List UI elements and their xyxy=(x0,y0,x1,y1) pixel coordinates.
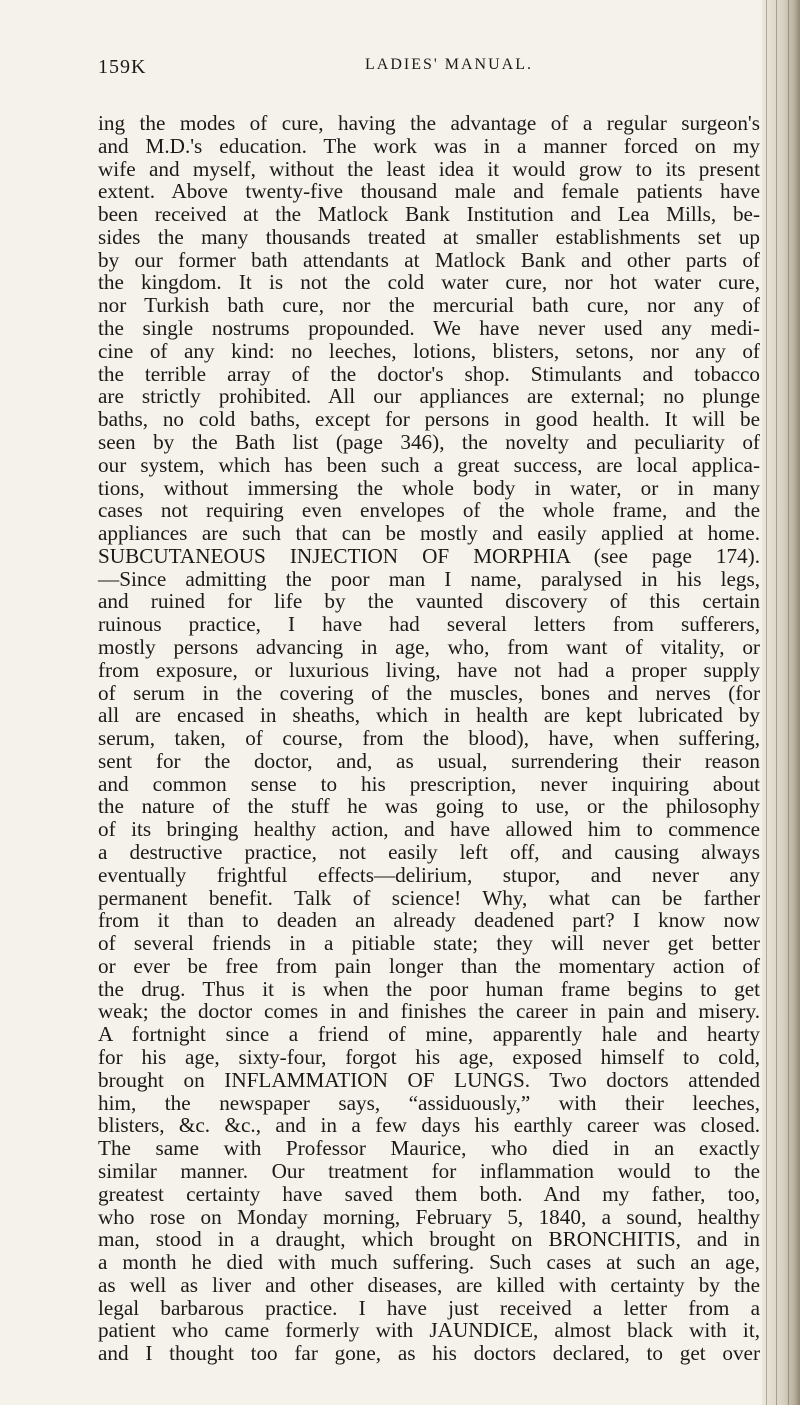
text-line: eventually frightful effects—delirium, stupor, and never any xyxy=(98,862,760,887)
text-line: the single nostrums propounded. We have never used any medi- xyxy=(98,316,760,341)
text-line: of several friends in a pitiable state; they will never get better xyxy=(98,931,760,956)
text-line: for his age, sixty-four, forgot his age, exposed himself to cold, xyxy=(98,1045,760,1070)
text-line: appliances are such that can be mostly and easily applied at home. xyxy=(98,521,760,546)
text-line: from exposure, or luxurious living, have not had a proper supply xyxy=(98,657,760,682)
text-line: and common sense to his prescription, never inquiring about xyxy=(98,771,760,796)
text-line: brought on INFLAMMATION OF LUNGS. Two doctors attended xyxy=(98,1067,760,1092)
text-line: man, stood in a draught, which brought on BRONCHITIS, and in xyxy=(98,1227,760,1252)
text-line: nor Turkish bath cure, nor the mercurial bath cure, nor any of xyxy=(98,293,760,318)
text-line: are strictly prohibited. All our appliances are external; no plunge xyxy=(98,384,760,409)
text-line: the drug. Thus it is when the poor human frame begins to get xyxy=(98,976,760,1001)
text-line: wife and myself, without the least idea it would grow to its present xyxy=(98,156,760,181)
gutter-edge-line xyxy=(788,0,789,1405)
text-line: mostly persons advancing in age, who, from want of vitality, or xyxy=(98,634,760,659)
text-line: the terrible array of the doctor's shop. Stimulants and tobacco xyxy=(98,361,760,386)
text-line: sides the many thousands treated at smaller establishments set up xyxy=(98,224,760,249)
text-line: and ruined for life by the vaunted discovery of this certain xyxy=(98,589,760,614)
text-line: the kingdom. It is not the cold water cure, nor hot water cure, xyxy=(98,270,760,295)
text-line: of its bringing healthy action, and have allowed him to commence xyxy=(98,817,760,842)
text-line: legal barbarous practice. I have just received a letter from a xyxy=(98,1295,760,1320)
text-line: who rose on Monday morning, February 5, 1840, a sound, healthy xyxy=(98,1204,760,1229)
text-line: A fortnight since a friend of mine, apparently hale and hearty xyxy=(98,1022,760,1047)
text-line: seen by the Bath list (page 346), the novelty and peculiarity of xyxy=(98,429,760,454)
text-line: ing the modes of cure, having the advantage of a regular surgeon's xyxy=(98,111,760,135)
running-head: LADIES' MANUAL. xyxy=(365,56,533,73)
text-line: and I thought too far gone, as his doctors declared, to get over xyxy=(98,1341,760,1366)
text-line: all are encased in sheaths, which in health are kept lubricated by xyxy=(98,703,760,728)
text-line: The same with Professor Maurice, who died in an exactly xyxy=(98,1136,760,1161)
text-line: serum, taken, of course, from the blood), have, when suffering, xyxy=(98,726,760,751)
text-line: cases not requiring even envelopes of the whole frame, and the xyxy=(98,498,760,523)
text-line: weak; the doctor comes in and finishes the career in pain and misery. xyxy=(98,999,760,1024)
text-line: extent. Above twenty-five thousand male and female patients have xyxy=(98,179,760,204)
text-line: by our former bath attendants at Matlock Bank and other parts of xyxy=(98,247,760,272)
body-text xyxy=(98,112,760,1365)
text-line: SUBCUTANEOUS INJECTION OF MORPHIA (see page 174). xyxy=(98,543,760,568)
text-line: the nature of the stuff he was going to use, or the philosophy xyxy=(98,794,760,819)
text-line: from it than to deaden an already deadened part? I know now xyxy=(98,908,760,933)
text-line: —Since admitting the poor man I name, paralysed in his legs, xyxy=(98,566,760,591)
text-line: patient who came formerly with JAUNDICE, almost black with it, xyxy=(98,1318,760,1343)
text-line: permanent benefit. Talk of science! Why, what can be farther xyxy=(98,885,760,910)
text-line: blisters, &c. &c., and in a few days his earthly career was closed. xyxy=(98,1113,760,1138)
text-line: and M.D.'s education. The work was in a manner forced on my xyxy=(98,133,760,158)
text-line: sent for the doctor, and, as usual, surrendering their reason xyxy=(98,748,760,773)
text-line: baths, no cold baths, except for persons in good health. It will be xyxy=(98,407,760,432)
text-line: similar manner. Our treatment for inflammation would to the xyxy=(98,1158,760,1183)
text-line: cine of any kind: no leeches, lotions, blisters, setons, nor any of xyxy=(98,338,760,363)
page-header xyxy=(98,56,760,86)
text-line: tions, without immersing the whole body in water, or in many xyxy=(98,475,760,500)
gutter-edge-line xyxy=(776,0,777,1405)
text-line: greatest certainty have saved them both. And my father, too, xyxy=(98,1181,760,1206)
text-line: been received at the Matlock Bank Institution and Lea Mills, be- xyxy=(98,202,760,227)
gutter-edge-line xyxy=(766,0,767,1405)
text-line: him, the newspaper says, “assiduously,” with their leeches, xyxy=(98,1090,760,1115)
text-line: or ever be free from pain longer than the momentary action of xyxy=(98,953,760,978)
text-line: a month he died with much suffering. Such cases at such an age, xyxy=(98,1250,760,1275)
text-line: of serum in the covering of the muscles, bones and nerves (for xyxy=(98,680,760,705)
text-line: as well as liver and other diseases, are killed with certainty by the xyxy=(98,1272,760,1297)
text-line: a destructive practice, not easily left off, and causing always xyxy=(98,840,760,864)
page-number: 159K xyxy=(98,56,147,78)
book-gutter xyxy=(762,0,800,1405)
text-line: ruinous practice, I have had several letters from sufferers, xyxy=(98,612,760,637)
text-line: our system, which has been such a great success, are local applica- xyxy=(98,452,760,477)
